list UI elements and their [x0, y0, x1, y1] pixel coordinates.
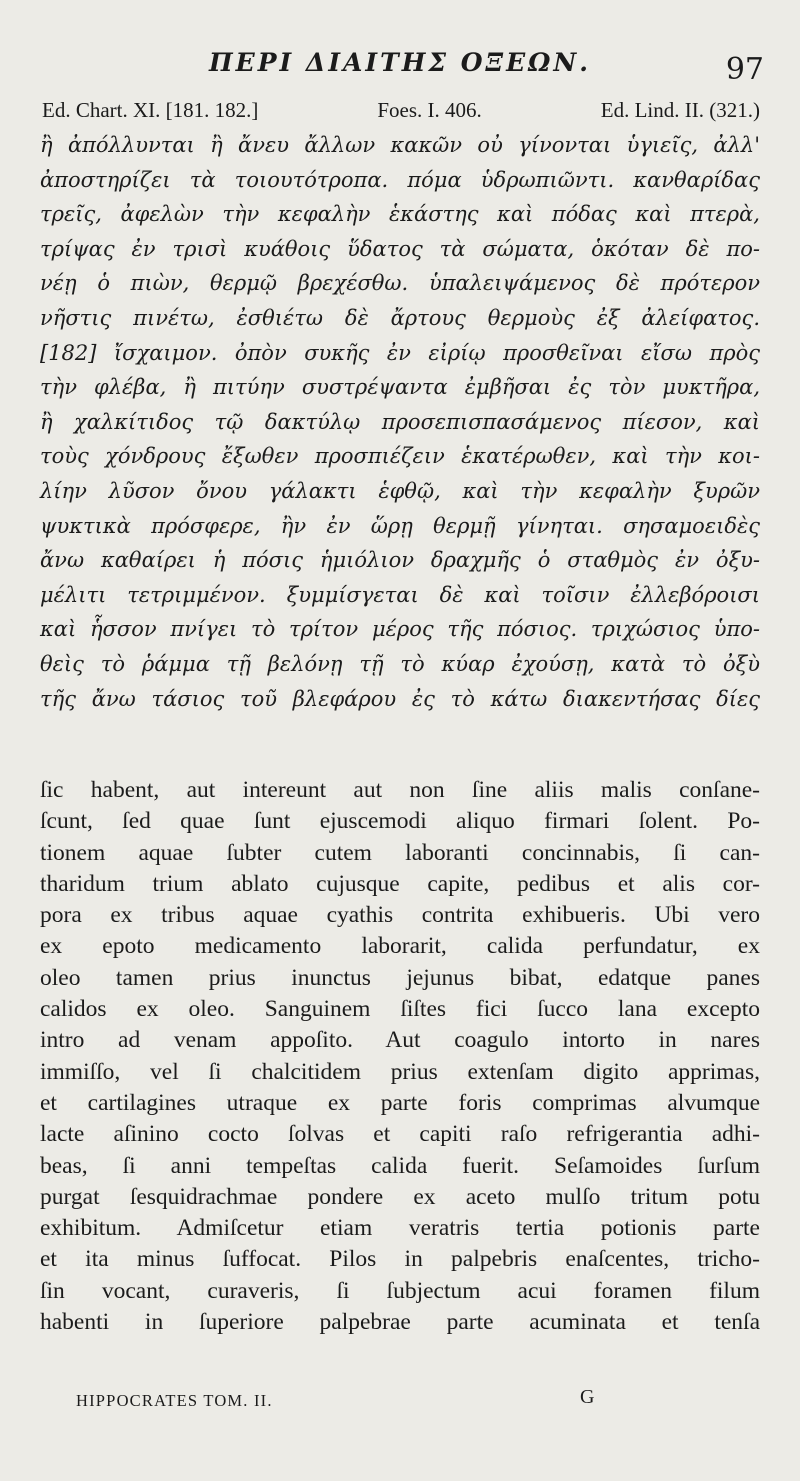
latin-text-line: ſcunt, ſed quae ſunt ejuscemodi aliquo firmari ſolent. Po-: [40, 808, 760, 835]
greek-text-line: ἀποστηρίζει τὰ τοιουτότροπα. πόμα ὑδρωπιῶντι. κανθαρίδας: [40, 167, 760, 192]
latin-text-line: et cartilagines utraque ex parte foris comprimas alvumque: [40, 1089, 760, 1116]
running-head: ΠΕΡΙ ΔΙΑΙΤΗΣ ΟΞΕΩΝ.: [209, 48, 591, 77]
greek-text-block: [40, 128, 760, 716]
latin-text-line: ex epoto medicamento laborarit, calida perfundatur, ex: [40, 933, 760, 960]
greek-text-line: τῆς ἄνω τάσιος τοῦ βλεφάρου ἐς τὸ κάτω διακεντήσας δίες: [40, 686, 760, 711]
greek-text-line: λίην λῦσον ὄνου γάλακτι ἑφθῷ, καὶ τὴν κεφαλὴν ξυρῶν: [40, 478, 760, 503]
latin-text-line: tharidum trium ablato cujusque capite, pedibus et alis cor-: [40, 870, 760, 897]
greek-text-line: καὶ ἧσσον πνίγει τὸ τρίτον μέρος τῆς πόσιος. τριχώσιος ὑπο-: [40, 617, 760, 642]
latin-text-line: ſin vocant, curaveris, ſi ſubjectum acui foramen filum: [40, 1277, 760, 1304]
greek-text-line: ψυκτικὰ πρόσφερε, ἢν ἐν ὥρῃ θερμῇ γίνηται. σησαμοειδὲς: [40, 513, 760, 538]
greek-text-line: ἢ χαλκίτιδος τῷ δακτύλῳ προσεπισπασάμενος πίεσον, καὶ: [40, 409, 760, 434]
edition-ref-lind: Ed. Lind. II. (321.): [600, 98, 760, 122]
greek-text-line: τὴν φλέβα, ἢ πιτύην συστρέψαντα ἐμβῆσαι ἐς τὸν μυκτῆρα,: [40, 375, 760, 400]
latin-text-line: beas, ſi anni tempeſtas calida fuerit. Seſamoides ſurſum: [40, 1152, 760, 1179]
greek-text-line: [182] ἴσχαιμον. ὀπὸν συκῆς ἐν εἰρίῳ προσθεῖναι εἴσω πρὸς: [40, 340, 760, 365]
greek-text-line: ἄνω καθαίρει ἡ πόσις ἡμιόλιον δραχμῆς ὁ σταθμὸς ἐν ὀξυ-: [40, 548, 760, 573]
latin-text-line: ſic habent, aut intereunt aut non ſine aliis malis conſane-: [40, 777, 760, 803]
greek-text-line: μέλιτι τετριμμένον. ξυμμίσγεται δὲ καὶ τοῖσιν ἐλλεβόροισι: [40, 582, 760, 607]
greek-text-line: τοὺς χόνδρους ἔξωθεν προσπιέζειν ἑκατέρωθεν, καὶ τὴν κοι-: [40, 444, 760, 469]
greek-text-line: ἢ ἀπόλλυνται ἢ ἄνευ ἄλλων κακῶν οὐ γίνονται ὑγιεῖς, ἀλλ': [40, 133, 760, 157]
latin-text-line: exhibitum. Admiſcetur etiam veratris tertia potionis parte: [40, 1215, 760, 1242]
latin-text-line: purgat ſesquidrachmae pondere ex aceto mulſo tritum potu: [40, 1183, 760, 1210]
greek-text-line: νῆστις πινέτω, ἐσθιέτω δὲ ἄρτους θερμοὺς ἐξ ἀλείφατος.: [40, 305, 760, 330]
latin-text-line: immiſſo, vel ſi chalcitidem prius extenſam digito apprimas,: [40, 1058, 760, 1085]
edition-references: [42, 98, 760, 123]
latin-text-line: tionem aquae ſubter cutem laboranti concinnabis, ſi can-: [40, 839, 760, 866]
edition-ref-chart: Ed. Chart. XI. [181. 182.]: [42, 98, 259, 122]
page-number: 97: [725, 52, 764, 87]
latin-text-line: lacte aſinino cocto ſolvas et capiti raſo refrigerantia adhi-: [40, 1121, 760, 1148]
footer-volume: HIPPOCRATES TOM. II.: [76, 1391, 273, 1410]
latin-text-line: et ita minus ſuffocat. Pilos in palpebris enaſcentes, tricho-: [40, 1246, 760, 1273]
footer-signature: G: [580, 1386, 595, 1408]
latin-text-line: pora ex tribus aquae cyathis contrita exhibueris. Ubi vero: [40, 902, 760, 929]
greek-text-line: θεὶς τὸ ῥάμμα τῇ βελόνῃ τῇ τὸ κύαρ ἐχούσῃ, κατὰ τὸ ὀξὺ: [40, 651, 760, 676]
greek-text-line: τρεῖς, ἀφελὼν τὴν κεφαλὴν ἑκάστης καὶ πόδας καὶ πτερὰ,: [40, 202, 760, 227]
latin-text-line: habenti in ſuperiore palpebrae parte acuminata et tenſa: [40, 1309, 760, 1336]
greek-text-line: νέῃ ὁ πιὼν, θερμῷ βρεχέσθω. ὑπαλειψάμενος δὲ πρότερον: [40, 271, 760, 296]
latin-text-line: intro ad venam appoſito. Aut coagulo intorto in nares: [40, 1027, 760, 1054]
edition-ref-foes: Foes. I. 406.: [377, 98, 482, 122]
latin-text-block: [40, 775, 760, 1338]
latin-text-line: calidos ex oleo. Sanguinem ſiſtes fici ſucco lana excepto: [40, 996, 760, 1023]
latin-text-line: oleo tamen prius inunctus jejunus bibat, edatque panes: [40, 964, 760, 991]
greek-text-line: τρίψας ἐν τρισὶ κυάθοις ὕδατος τὰ σώματα, ὁκόταν δὲ πο-: [40, 236, 760, 261]
